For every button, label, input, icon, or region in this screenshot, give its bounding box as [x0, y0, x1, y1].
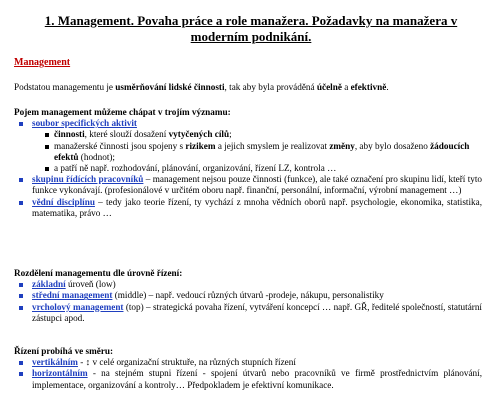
pojem-item-1-sublist: [32, 129, 482, 174]
pojem-list: [14, 118, 482, 219]
rozdeleni-section: [14, 268, 482, 324]
pojem-item-3-label: vědní disciplínu: [32, 196, 95, 207]
pojem-sub-item-1: činnosti, které slouží dosažení vytyčených cílů;: [32, 129, 482, 140]
title-line-1: 1. Management. Povaha práce a role manažera. Požadavky na manažera v: [44, 13, 458, 28]
pojem-section: [14, 107, 482, 219]
intro-text-and: a: [341, 82, 351, 92]
pojem-sub-item-3: a patří ně např. rozhodování, plánování, organizování, řízení LZ, kontrola …: [32, 163, 482, 174]
rozdeleni-heading: Rozdělení managementu dle úrovně řízení:: [14, 268, 183, 278]
page-title: [16, 13, 486, 45]
management-heading: Management: [14, 57, 71, 68]
rozdeleni-item-1: základní úroveň (low): [14, 279, 482, 290]
pojem-item-1-label: soubor specifických aktivit: [32, 118, 137, 129]
rozdeleni-item-3: vrcholový management (top) – strategická povaha řízení, vytváření koncepcí … např. GŘ, ředitelé společností, statutární zástupci apod.: [14, 302, 482, 324]
rizeni-item-2: horizontálním - na stejném stupni řízení - spojení útvarů nebo pracovníků ve firmě prostřednictvím plánování, implementace, organizování a kontroly… Předpokladem je efektivní komunikace.: [14, 368, 482, 390]
pojem-heading: Pojem management můžeme chápat v trojím významu:: [14, 107, 231, 117]
title-line-2: moderním podnikání.: [190, 29, 312, 44]
intro-bold-1: usměrňování lidské činnosti: [115, 82, 225, 92]
rizeni-section: [14, 346, 482, 391]
rozdeleni-item-2: střední management (middle) – např. vedoucí různých útvarů -prodeje, nákupu, personalistiky: [14, 290, 482, 301]
rizeni-list: [14, 357, 482, 391]
rozdeleni-list: [14, 279, 482, 324]
pojem-item-2: [14, 174, 482, 196]
pojem-item-1: [14, 118, 482, 174]
pojem-item-2-text: – management nejsou pouze činnosti (funkce), ale také označení pro skupinu lidí, kteří tyto funkce vykonávají. (profesionálové v určitém oboru např. finanční, personální, informační, výrobní management …): [32, 174, 482, 196]
intro-bold-2: účelně: [316, 82, 342, 92]
pojem-item-3: [14, 197, 482, 219]
pojem-sub-item-2: manažerské činnosti jsou spojeny s rizikem a jejich smyslem je realizovat změny, aby bylo dosaženo žádoucích efektů (hodnot);: [32, 141, 482, 163]
intro-text-mid: , tak aby byla prováděná: [224, 82, 317, 92]
management-section: [14, 57, 482, 68]
rizeni-item-1: vertikálním - ↕ v celé organizační struktuře, na různých stupních řízení: [14, 357, 482, 368]
management-intro: [14, 82, 482, 93]
rizeni-heading: Řízení probíhá ve směru:: [14, 346, 114, 356]
intro-text-end: .: [386, 82, 389, 92]
pojem-item-2-label: skupinu řídících pracovníků: [32, 174, 144, 185]
intro-bold-3: efektivně: [350, 82, 387, 92]
intro-text-pre: Podstatou managementu je: [14, 82, 116, 92]
pojem-item-3-text: – tedy jako teorie řízení, ty vychází z mnoha vědních oborů např. psychologie, ekonomika, statistika, matematika, právo …: [32, 196, 482, 218]
